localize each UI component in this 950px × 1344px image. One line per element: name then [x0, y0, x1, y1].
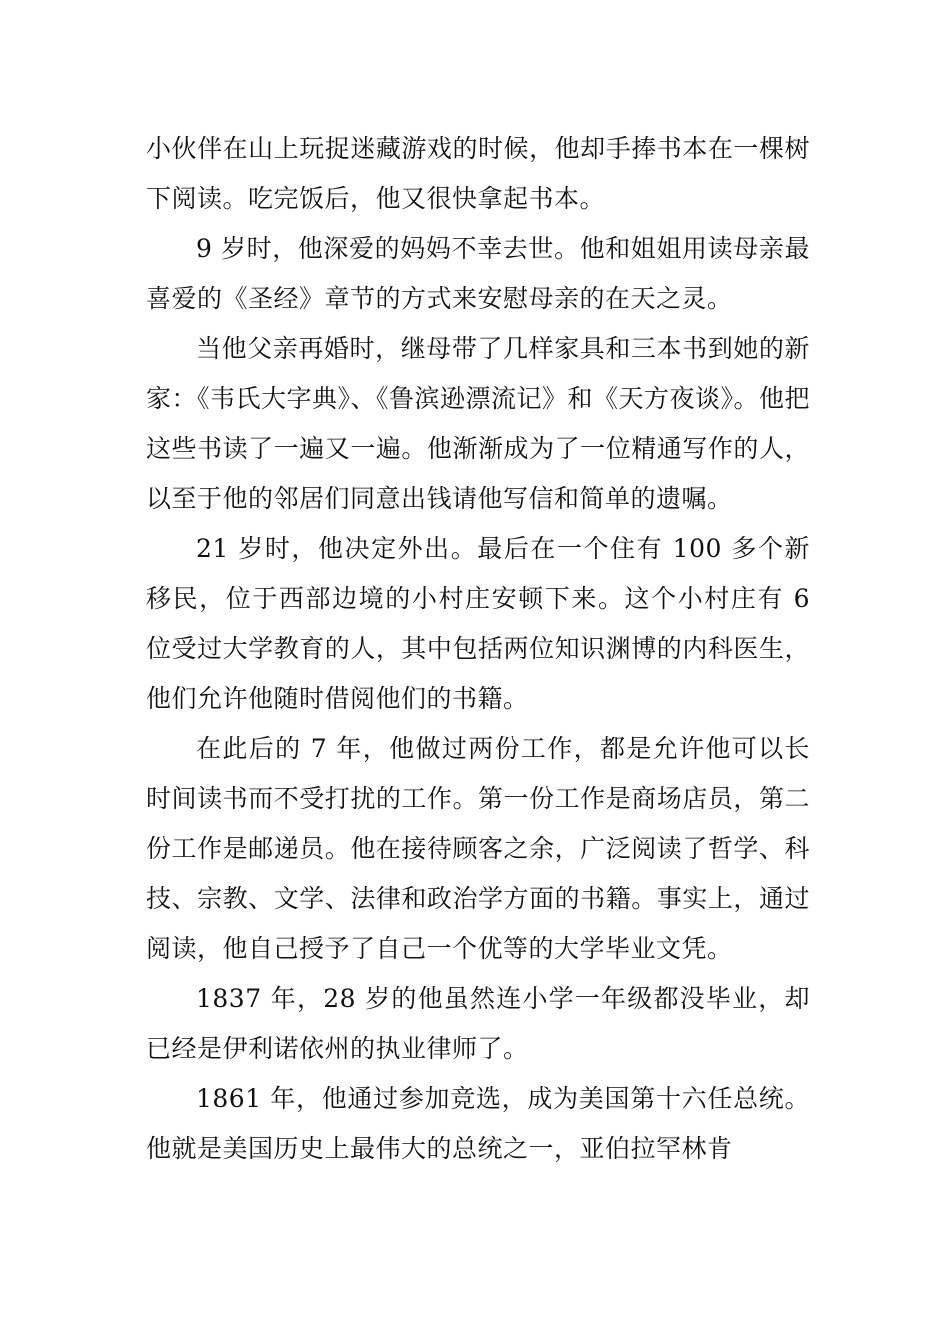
document-body [146, 124, 810, 1174]
paragraph-mother-death: 9 岁时，他深爱的妈妈不幸去世。他和姐姐用读母亲最喜爱的《圣经》章节的方式来安慰母亲的在天之灵。 [146, 234, 810, 313]
paragraph-continuation: 小伙伴在山上玩捉迷藏游戏的时候，他却手捧书本在一棵树下阅读。吃完饭后，他又很快拿起书本。 [146, 134, 810, 213]
paragraph-jobs: 在此后的 7 年，他做过两份工作，都是允许他可以长时间读书而不受打扰的工作。第一份工作是商场店员，第二份工作是邮递员。他在接待顾客之余，广泛阅读了哲学、科技、宗教、文学、法律和政治学方面的书籍。事实上，通过阅读，他自己授予了自己一个优等的大学毕业文凭。 [146, 734, 810, 963]
paragraph-president: 1861 年，他通过参加竞选，成为美国第十六任总统。他就是美国历史上最伟大的总统之一，亚伯拉罕林肯 [146, 1084, 810, 1163]
paragraph-stepmother-books: 当他父亲再婚时，继母带了几样家具和三本书到她的新家：《韦氏大字典》、《鲁滨逊漂流记》和《天方夜谈》。他把这些书读了一遍又一遍。他渐渐成为了一位精通写作的人，以至于他的邻居们同意出钱请他写信和简单的遗嘱。 [146, 334, 811, 513]
paragraph-lawyer: 1837 年，28 岁的他虽然连小学一年级都没毕业，却已经是伊利诺依州的执业律师了。 [146, 984, 810, 1063]
paragraph-village: 21 岁时，他决定外出。最后在一个住有 100 多个新移民，位于西部边境的小村庄安顿下来。这个小村庄有 6 位受过大学教育的人，其中包括两位知识渊博的内科医生，他们允许他随时借阅他们的书籍。 [146, 534, 810, 713]
